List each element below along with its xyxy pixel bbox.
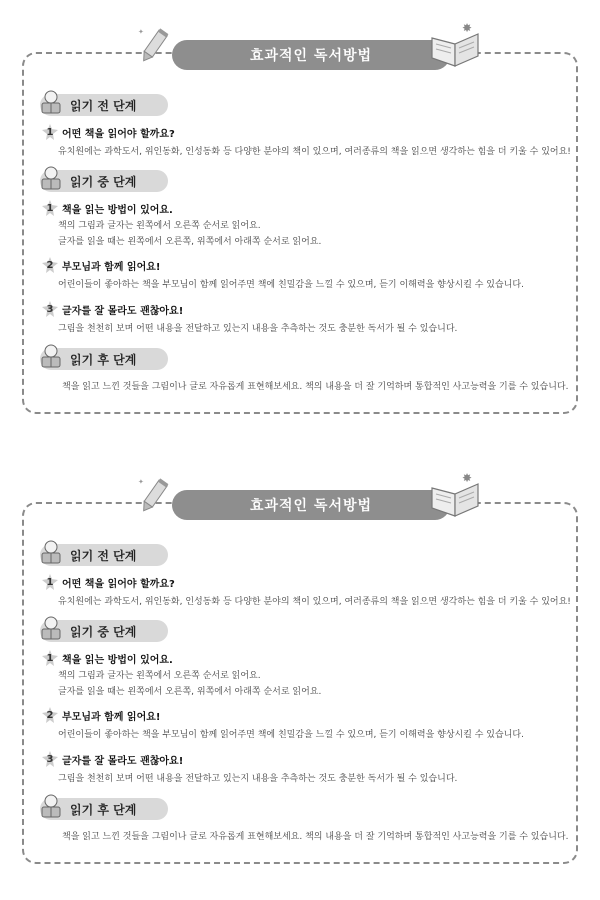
- subheading-before-1: [42, 574, 175, 590]
- body-text: 유치원에는 과학도서, 위인동화, 인성동화 등 다양한 분야의 책이 있으며, 여러종류의 책을 읽으면 생각하는 힘을 더 키울 수 있어요!: [58, 147, 571, 157]
- step-number-badge: 3: [42, 301, 58, 317]
- step-number-badge: 2: [42, 707, 58, 723]
- reading-child-icon: [36, 165, 66, 195]
- stage-label: 읽기 전 단계: [70, 98, 137, 113]
- stage-after-reading: [40, 348, 168, 370]
- body-text: 어린이들이 좋아하는 책을 부모님이 함께 읽어주면 책에 친밀감을 느낄 수 있으며, 듣기 이해력을 향상시킬 수 있습니다.: [58, 280, 524, 290]
- reading-child-icon: [36, 539, 66, 569]
- stage-label: 읽기 전 단계: [70, 548, 137, 563]
- open-book-icon: [428, 20, 482, 68]
- step-number-badge: 1: [42, 650, 58, 666]
- subheading-text: 책을 읽는 방법이 있어요.: [62, 654, 173, 666]
- body-text: 그림을 천천히 보며 어떤 내용을 전달하고 있는지 내용을 추측하는 것도 충분한 독서가 될 수 있습니다.: [58, 774, 458, 784]
- subheading-during-2: [42, 707, 160, 723]
- step-number-badge: 1: [42, 124, 58, 140]
- subheading-text: 어떤 책을 읽어야 할까요?: [62, 578, 175, 590]
- pencil-icon: [134, 26, 174, 66]
- stage-before-reading: [40, 94, 168, 116]
- subheading-text: 글자를 잘 몰라도 괜찮아요!: [62, 305, 184, 317]
- stage-during-reading: [40, 620, 168, 642]
- svg-text:✸: ✸: [462, 21, 473, 35]
- stage-after-reading: [40, 798, 168, 820]
- pencil-icon: [134, 476, 174, 516]
- body-text: 어린이들이 좋아하는 책을 부모님이 함께 읽어주면 책에 친밀감을 느낄 수 있으며, 듣기 이해력을 향상시킬 수 있습니다.: [58, 730, 524, 740]
- reading-method-card-1: [22, 21, 578, 414]
- subheading-text: 어떤 책을 읽어야 할까요?: [62, 128, 175, 140]
- reading-child-icon: [36, 343, 66, 373]
- subheading-during-3: [42, 301, 183, 317]
- page-title: 효과적인 독서방법: [172, 490, 450, 520]
- subheading-during-1: [42, 200, 173, 216]
- subheading-text: 글자를 잘 몰라도 괜찮아요!: [62, 755, 184, 767]
- subheading-during-2: [42, 257, 160, 273]
- reading-method-card-2: [22, 471, 578, 864]
- step-number-badge: 1: [42, 574, 58, 590]
- step-number-badge: 3: [42, 751, 58, 767]
- body-text: 글자를 읽을 때는 왼쪽에서 오른쪽, 위쪽에서 아래쪽 순서로 읽어요.: [58, 237, 322, 247]
- body-text: 책을 읽고 느낀 것들을 그림이나 글로 자유롭게 표현해보세요. 책의 내용을 더 잘 기억하며 통합적인 사고능력을 기를 수 있습니다.: [62, 832, 569, 842]
- reading-child-icon: [36, 615, 66, 645]
- subheading-during-1: [42, 650, 173, 666]
- body-text: 글자를 읽을 때는 왼쪽에서 오른쪽, 위쪽에서 아래쪽 순서로 읽어요.: [58, 687, 322, 697]
- stage-during-reading: [40, 170, 168, 192]
- body-text: 책의 그림과 글자는 왼쪽에서 오른쪽 순서로 읽어요.: [58, 221, 261, 231]
- body-text: 책을 읽고 느낀 것들을 그림이나 글로 자유롭게 표현해보세요. 책의 내용을 더 잘 기억하며 통합적인 사고능력을 기를 수 있습니다.: [62, 382, 569, 392]
- svg-text:✦: ✦: [138, 478, 144, 486]
- body-text: 책의 그림과 글자는 왼쪽에서 오른쪽 순서로 읽어요.: [58, 671, 261, 681]
- stage-label: 읽기 중 단계: [70, 174, 137, 189]
- open-book-icon: [428, 470, 482, 518]
- subheading-text: 책을 읽는 방법이 있어요.: [62, 204, 173, 216]
- body-text: 유치원에는 과학도서, 위인동화, 인성동화 등 다양한 분야의 책이 있으며, 여러종류의 책을 읽으면 생각하는 힘을 더 키울 수 있어요!: [58, 597, 571, 607]
- step-number-badge: 1: [42, 200, 58, 216]
- stage-label: 읽기 후 단계: [70, 802, 137, 817]
- page-title: 효과적인 독서방법: [172, 40, 450, 70]
- step-number-badge: 2: [42, 257, 58, 273]
- subheading-text: 부모님과 함께 읽어요!: [62, 261, 161, 273]
- reading-child-icon: [36, 793, 66, 823]
- stage-label: 읽기 후 단계: [70, 352, 137, 367]
- stage-before-reading: [40, 544, 168, 566]
- subheading-during-3: [42, 751, 183, 767]
- body-text: 그림을 천천히 보며 어떤 내용을 전달하고 있는지 내용을 추측하는 것도 충분한 독서가 될 수 있습니다.: [58, 324, 458, 334]
- reading-child-icon: [36, 89, 66, 119]
- subheading-text: 부모님과 함께 읽어요!: [62, 711, 161, 723]
- subheading-before-1: [42, 124, 175, 140]
- svg-text:✸: ✸: [462, 471, 473, 485]
- stage-label: 읽기 중 단계: [70, 624, 137, 639]
- svg-text:✦: ✦: [138, 28, 144, 36]
